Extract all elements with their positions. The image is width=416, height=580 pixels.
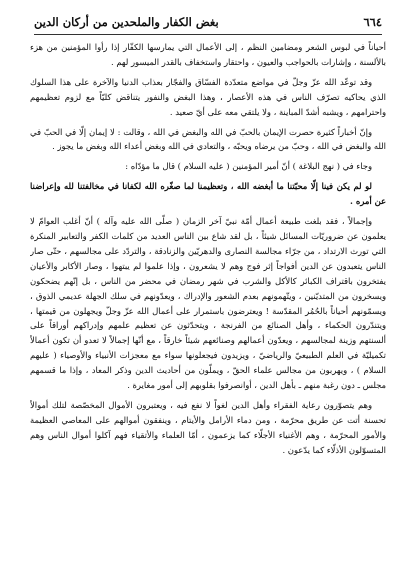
running-header: [34, 14, 382, 30]
body-text: [30, 40, 386, 574]
paragraph: أحياناً في لبوس الشعر ومضامين النظم ، إلى الأعمال التي يمارسها الكفّار إذا رأوا المؤمنين من هزء بالألسنة ، وإشارات بالحواجب والعيون ، واحتقار واستخفاف بالقدر الميسور لهم .: [30, 42, 386, 67]
header-rule: [34, 34, 382, 35]
page-number: ٦٦٤: [363, 15, 382, 29]
paragraph: وقد توعّد الله عزّ وجلّ في مواضع متعدّدة الفسّاق والفجّار بعذاب الدنيا والآخرة على هذا السلوك الذي يحاكيه تصرّف الناس في هذه الأعصار ، وهذا البغض والنفور يتناقض كليّاً مع لزوم تعظيمهم واحترامهم ، ويشبه أشدّ المباينة ، ولا يلتقي معه على أيّ صعيد .: [30, 76, 386, 117]
paragraph: وجاء في ( نهج البلاغة ) أنّ أمير المؤمنين ( عليه السلام ) قال ما مؤدّاه :: [125, 161, 372, 172]
quotation: لو لم يكن فينا إلّا محبّتنا ما أبغضه الله ، وتعظيمنا لما صغّره الله لكفانا في مخالفتنا لله وإعراضنا عن أمره .: [30, 181, 386, 207]
running-title: بغض الكفار والملحدين من أركان الدين: [34, 15, 219, 29]
paragraph: وهم يتصوّرون رعاية الفقراء وأهل الدين لغواً لا نفع فيه ، ويعتبرون الأموال المخصّصة لتلك أموالاً تحسنة أتت عن طريق محرّمة ، ومن دماء الأرامل والأيتام ، وينفقون أموالهم على المعاصي العظيمة والأمور المحرّمة ، وهم الأغنياء الأجلّاء كما يزعمون ، أمّا العلماء والأتقياء فهم آكلوا أموال الناس وهم المتسوّلون الأذلّاء كما يدّعون .: [30, 399, 386, 455]
paragraph: وإجمالاً ، فقد بلغت طبيعة أعمال أمّة نبيّ آخر الزمان ( صلّى الله عليه وآله ) أنّ أغلب العوامّ لا يعلمون عن ضروريّات المسائل شيئاً ، بل لقد شاع بين الناس العديد من كلمات الكفر والتعابير المنكرة التي تورث الارتداد ، من جرّاء مجالسة النصارى والدهريّين والزنادقة ، والتردّد على مجالسهم ، حتّى صار الناس يتعبدون عن الدين أفواجاً إثر فوج وهم لا يشعرون ، وإذا علموا لم يبتهوا ، وصار الأكابر والأعيان يفتخرون باقتراف الكبائر كالأكل والشرب في شهر رمضان في محضر من الناس ، بل إنّهم يضحكون ويسخرون من المتديّنين ، ويتّهمونهم بعدم الشعور والإدراك ، ويعدّونهم في سلك الجهلة عديمي الذوق ، ويسمّونهم أحياناً بالحُمُر المقدّسة ! ويعترضون باستمرار على أعمال الله عزّ وجلّ ويجهلون من قيمتها ، ويتندّرون الحكماء ، وأهل الصنائع من الفرنجة ، ويتحدّثون عن تعظيم علمهم وإدراكهم أوراقاً على ألسنتهم وزينة لمجالسهم ، ويعدّون أعمالهم وصنائعهم شيئاً خارقاً ، مع أنّها إجمالاً لا تعدو أن تكون أعمالاً تكميليّة في العلم الطبيعيّ والرياضيّ ، ويزيدون فيجعلونها سواء مع معجزات الأنبياء والأوصياء ( عليهم السلام ) ، ويهربون من مجالس علماء الحقّ ، ويملّون من أحاديث الدين وذكر المعاد ، وإذا ما قسمهم مجلس ـ دون رغبة منهم ـ بأهل الدين ، أوانصرفوا بقلوبهم إلى أمور مغايرة .: [30, 216, 386, 391]
paragraph: وإنّ أخباراً كثيرة حصرت الإيمان بالحبّ في الله والبغض في الله ، وقالت : لا إيمان إلّا في الحبّ في الله والبغض في الله ، وحبّ من يرضاه ويحبّه ، والتعادي في الله وبغض أعداء الله وبغض ما يجوز .: [30, 126, 386, 152]
